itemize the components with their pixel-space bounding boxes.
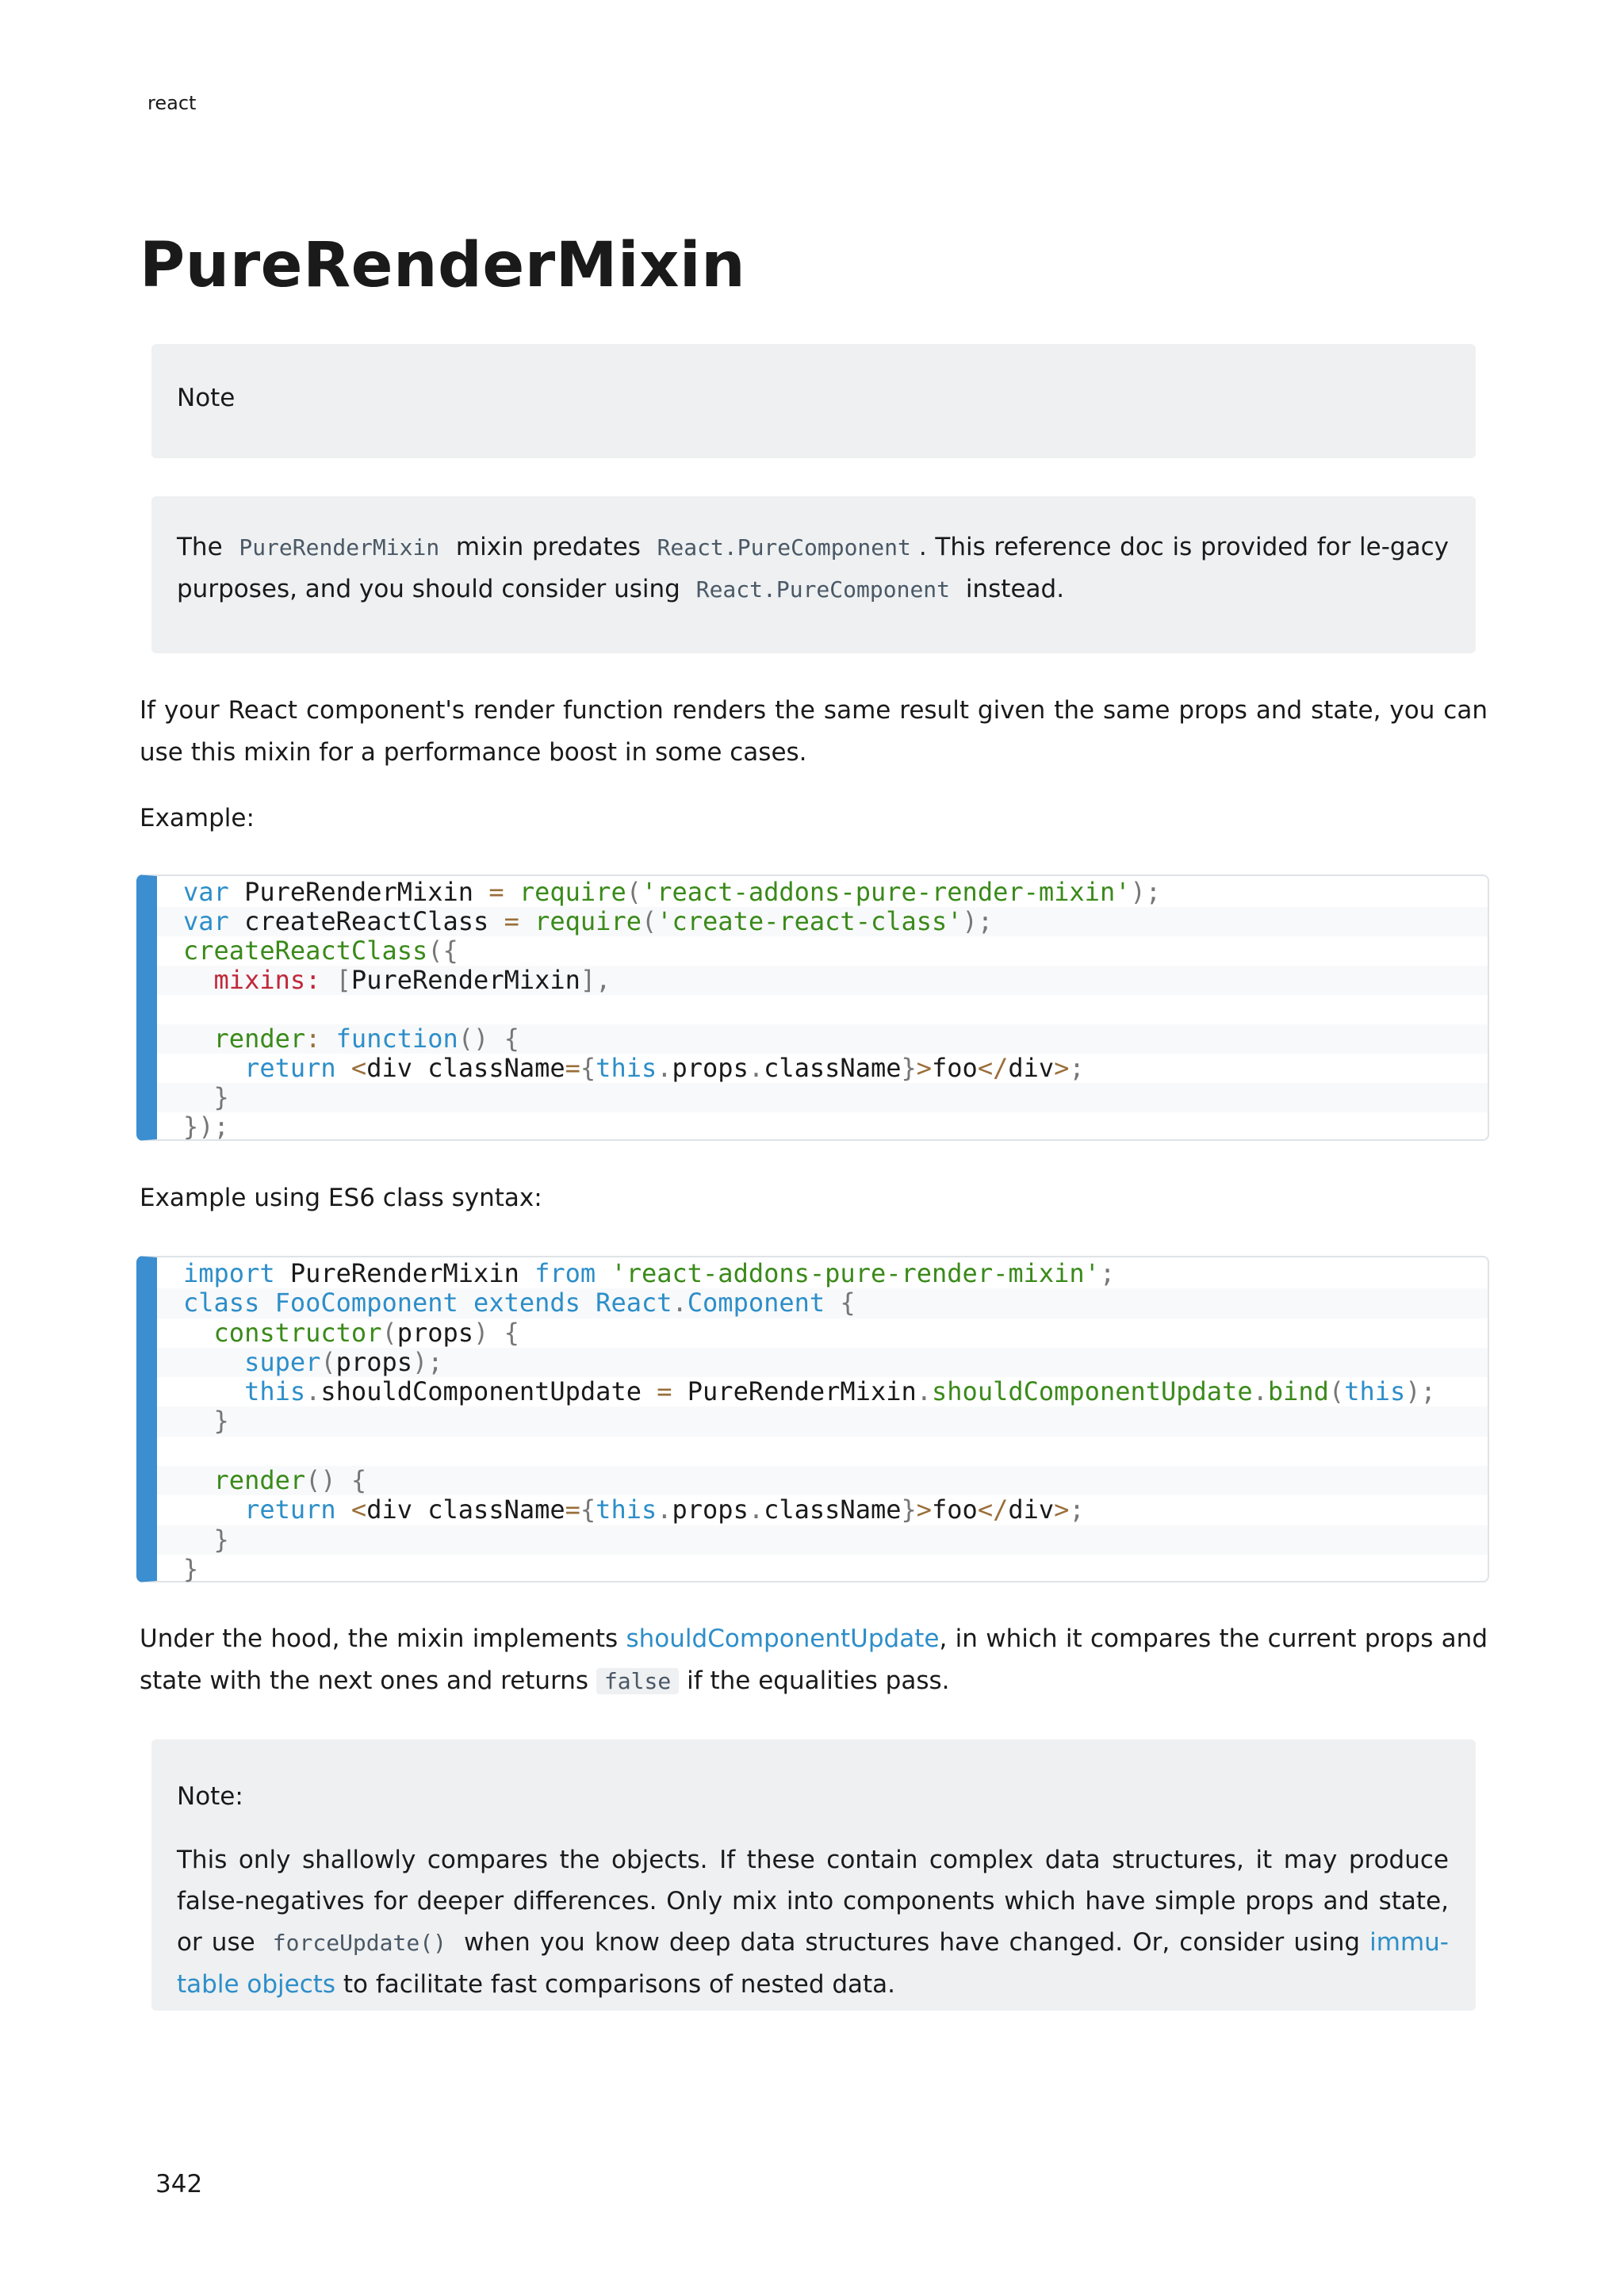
code-line: render() { [157, 1466, 1488, 1495]
inline-code: React.PureComponent [657, 534, 911, 561]
code-line: var createReactClass = require('create-react-class'); [157, 907, 1488, 936]
inline-code: React.PureComponent [695, 576, 951, 603]
running-header: react [147, 92, 197, 114]
code-line: return <div className={this.props.className}>foo</div>; [244, 1053, 1085, 1083]
inline-code-forceupdate: forceUpdate() [272, 1930, 446, 1956]
immutable-objects-link[interactable]: immu-table objects [177, 1928, 1449, 1999]
shallow-compare-note [151, 1739, 1476, 2011]
code-line: this.shouldComponentUpdate = PureRenderMixin.shouldComponentUpdate.bind(this); [244, 1376, 1436, 1407]
page-title: PureRenderMixin [140, 230, 746, 301]
code-line: } [157, 1525, 1488, 1555]
code-line: } [183, 1553, 199, 1584]
shouldcomponentupdate-link[interactable]: shouldComponentUpdate [626, 1624, 940, 1653]
code-line: var PureRenderMixin = require('react-addons-pure-render-mixin'); [183, 877, 1161, 907]
code-line: return <div className={this.props.className}>foo</div>; [244, 1494, 1085, 1525]
inline-code-false: false [596, 1668, 679, 1694]
code-line: } [157, 1406, 1488, 1436]
code-line [157, 995, 1488, 1024]
note-box [151, 344, 1476, 458]
code-line: }); [183, 1112, 229, 1142]
code-line: } [157, 1083, 1488, 1112]
note-label: Note [177, 384, 236, 412]
code-block-es6-class [136, 1256, 1489, 1582]
intro-paragraph: If your React component's render function renders the same result given the same props and state, you can use this mixin for a performance boost in some cases. [140, 696, 1488, 767]
example-label: Example: [140, 804, 255, 832]
es6-example-label: Example using ES6 class syntax: [140, 1184, 542, 1212]
code-line: class FooComponent extends React.Component { [157, 1288, 1488, 1318]
under-the-hood-paragraph: Under the hood, the mixin implements shouldComponentUpdate, in which it compares the current props and state with the next ones and returns false if the equalities pass. [140, 1624, 1488, 1695]
page-number: 342 [155, 2170, 203, 2198]
code-line [157, 1437, 1488, 1466]
code-line: constructor(props) { [213, 1317, 519, 1348]
deprecation-text: The PureRenderMixin mixin predates React.PureComponent . This reference doc is provided for le-gacy purposes, and you should consider using React.PureComponent instead. [177, 533, 1449, 603]
inline-code: PureRenderMixin [239, 534, 440, 561]
note-title: Note: [177, 1782, 243, 1811]
code-line: import PureRenderMixin from 'react-addons-pure-render-mixin'; [183, 1258, 1116, 1288]
deprecation-note [151, 496, 1476, 653]
code-line: createReactClass({ [183, 936, 458, 966]
code-line: render: function() { [157, 1024, 1488, 1054]
code-line: mixins: [PureRenderMixin], [157, 966, 1488, 995]
code-line: super(props); [157, 1348, 1488, 1377]
note-body: This only shallowly compares the objects. If these contain complex data structures, it may produce false-negatives for deeper differences. Only mix into components which have simple props and state, or use forceUpdate() when you know deep data structures have changed. Or, consider using immu-table objects to facilitate fast comparisons of nested data. [177, 1846, 1449, 1999]
code-block-createreactclass [136, 874, 1489, 1141]
